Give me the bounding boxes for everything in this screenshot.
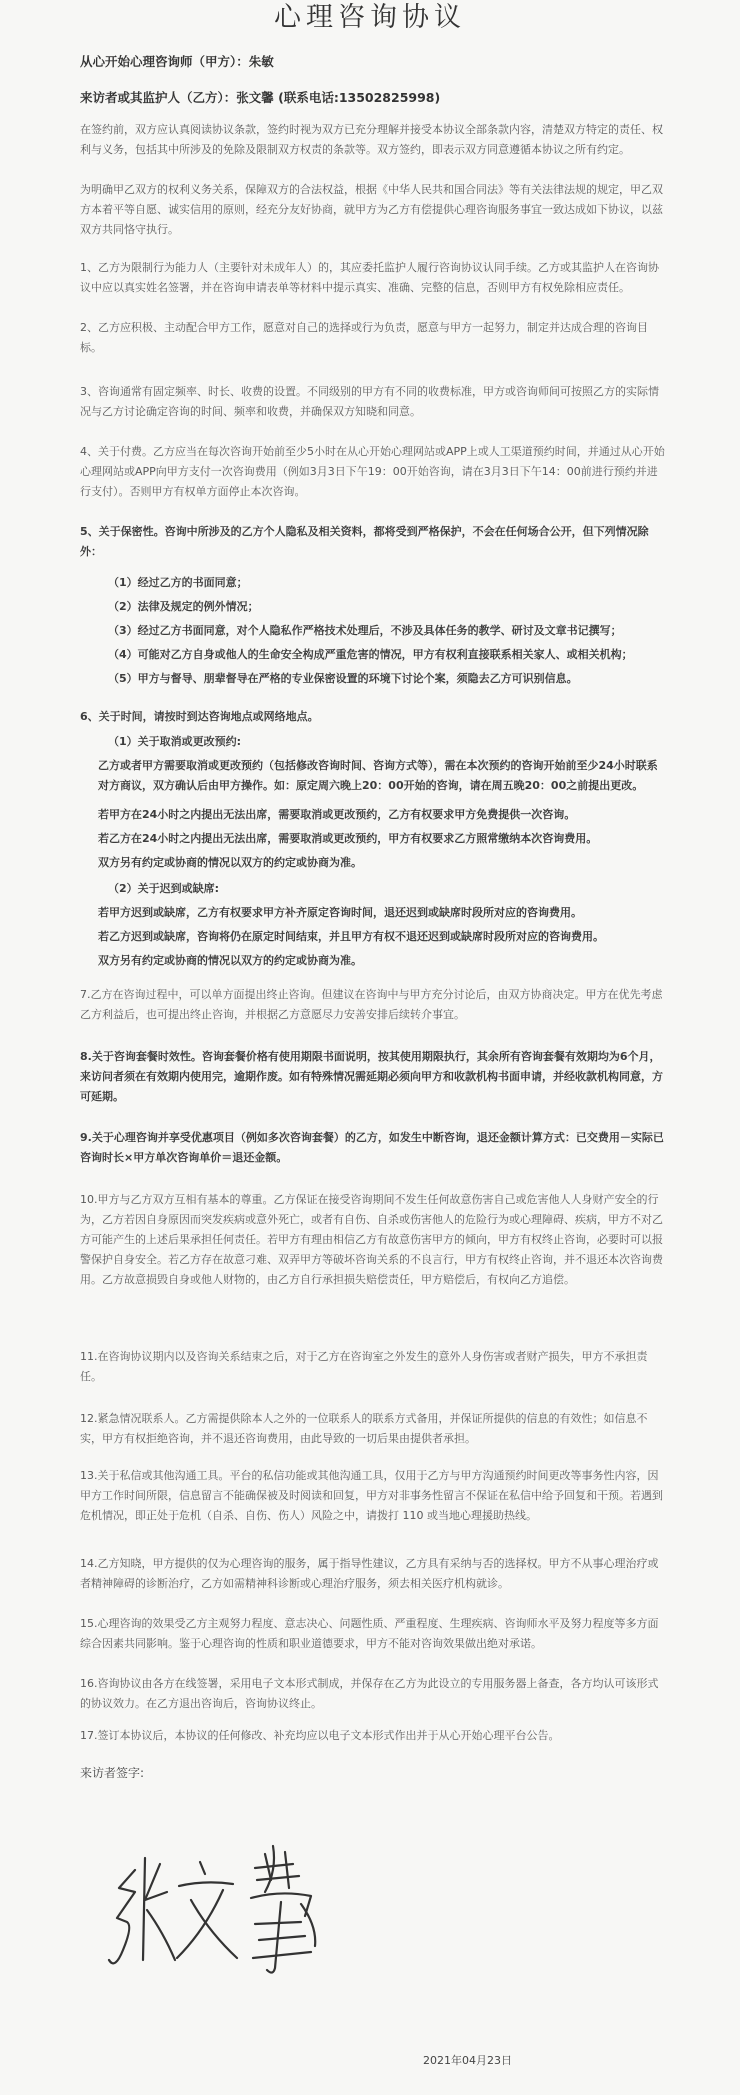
clause-5-item: （2）法律及规定的例外情况； (108, 600, 259, 613)
clause-16: 16.咨询协议由各方在线签署，采用电子文本形式制成，并保存在乙方为此设立的专用服务器上备查，各方均认可该形式的协议效力。在乙方退出咨询后，咨询协议终止。 (80, 1677, 659, 1710)
clause-5: 5、关于保密性。咨询中所涉及的乙方个人隐私及相关资料，都将受到严格保护，不会在任何场合公开，但下列情况除外： (80, 525, 649, 558)
handwritten-signature (105, 1840, 335, 1980)
clause-6-2-line: 若甲方迟到或缺席，乙方有权要求甲方补齐原定咨询时间，退还迟到或缺席时段所对应的咨询费用。 (98, 906, 582, 919)
clause-12: 12.紧急情况联系人。乙方需提供除本人之外的一位联系人的联系方式备用，并保证所提供的信息的有效性；如信息不实，甲方有权拒绝咨询，并不退还咨询费用，由此导致的一切后果由提供者承担。 (80, 1412, 648, 1445)
page-title: 心理咨询协议 (274, 2, 466, 33)
signing-date: 2021年04月23日 (423, 2054, 512, 2067)
clause-6-1-title: （1）关于取消或更改预约: (108, 735, 242, 748)
clause-6-1-line: 若乙方在24小时之内提出无法出席，需要取消或更改预约，甲方有权要求乙方照常缴纳本次咨询费用。 (98, 832, 598, 845)
clause-10: 10.甲方与乙方双方互相有基本的尊重。乙方保证在接受咨询期间不发生任何故意伤害自己或危害他人人身财产安全的行为，乙方若因自身原因而突发疾病或意外死亡，或者有自伤、自杀或伤害他人的危险行为或心理障碍、疾病，甲方不对乙方可能产生的上述后果承担任何责任。若甲方有理由相信乙方有故意伤害甲方的倾向，甲方有权终止咨询，必要时可以报警保护自身安全。若乙方存在故意刁难、双弄甲方等破坏咨询关系的不良言行，甲方有权终止咨询，并不退还本次咨询费用。乙方故意损毁自身或他人财物的，由乙方自行承担损失赔偿责任，甲方赔偿后，有权向乙方追偿。 (80, 1193, 663, 1286)
clause-17: 17.签订本协议后，本协议的任何修改、补充均应以电子文本形式作出并于从心开始心理平台公告。 (80, 1729, 560, 1742)
clause-9: 9.关于心理咨询并享受优惠项目（例如多次咨询套餐）的乙方，如发生中断咨询，退还金额计算方式：已交费用－实际已咨询时长×甲方单次咨询单价＝退还金额。 (80, 1131, 664, 1164)
clause-11: 11.在咨询协议期内以及咨询关系结束之后，对于乙方在咨询室之外发生的意外人身伤害或者财产损失，甲方不承担责任。 (80, 1350, 648, 1383)
clause-13: 13.关于私信或其他沟通工具。平台的私信功能或其他沟通工具，仅用于乙方与甲方沟通预约时间更改等事务性内容，因甲方工作时间所限，信息留言不能确保被及时阅读和回复，甲方对非事务性留言不保证在私信中给予回复和干预。若遇到危机情况，即正处于危机（自杀、自伤、伤人）风险之中，请拨打 110 或当地心理援助热线。 (80, 1469, 663, 1522)
clause-15: 15.心理咨询的效果受乙方主观努力程度、意志决心、问题性质、严重程度、生理疾病、咨询师水平及努力程度等多方面综合因素共同影响。鉴于心理咨询的性质和职业道德要求，甲方不能对咨询效果做出绝对承诺。 (80, 1617, 659, 1650)
party-b: 来访者或其监护人（乙方）：张文馨 (联系电话:13502825998) (80, 90, 441, 105)
party-a: 从心开始心理咨询师（甲方）：朱敏 (80, 54, 274, 69)
signature-label: 来访者签字: (80, 1766, 145, 1780)
clause-7: 7.乙方在咨询过程中，可以单方面提出终止咨询。但建议在咨询中与甲方充分讨论后，由双方协商决定。甲方在优先考虑乙方利益后，也可提出终止咨询，并根据乙方意愿尽力安善安排后续转介事宜。 (80, 988, 663, 1021)
clause-6: 6、关于时间，请按时到达咨询地点或网络地点。 (80, 710, 319, 723)
clause-5-item: （1）经过乙方的书面同意； (108, 576, 248, 589)
clause-3: 3、咨询通常有固定频率、时长、收费的设置。不同级别的甲方有不同的收费标准，甲方或咨询师间可按照乙方的实际情况与乙方讨论确定咨询的时间、频率和收费，并确保双方知晓和同意。 (80, 385, 659, 418)
intro-paragraph-1: 在签约前，双方应认真阅读协议条款，签约时视为双方已充分理解并接受本协议全部条款内容，清楚双方特定的责任、权利与义务，包括其中所涉及的免除及限制双方权责的条款等。双方签约，即表示双方同意遵循本协议之所有约定。 (80, 123, 663, 156)
clause-5-item: （3）经过乙方书面同意，对个人隐私作严格技术处理后，不涉及具体任务的教学、研讨及文章书记撰写； (108, 624, 622, 637)
clause-2: 2、乙方应积极、主动配合甲方工作，愿意对自己的选择或行为负责，愿意与甲方一起努力，制定并达成合理的咨询目标。 (80, 321, 648, 354)
intro-paragraph-2: 为明确甲乙双方的权利义务关系，保障双方的合法权益，根据《中华人民共和国合同法》等有关法律法规的规定，甲乙双方本着平等自愿、诚实信用的原则，经充分友好协商，就甲方为乙方有偿提供心理咨询服务事宜一致达成如下协议，以兹双方共同恪守执行。 (80, 183, 663, 236)
clause-6-2-title: （2）关于迟到或缺席: (108, 882, 220, 895)
clause-6-1-line: 双方另有约定或协商的情况以双方的约定或协商为准。 (98, 856, 362, 869)
clause-4: 4、关于付费。乙方应当在每次咨询开始前至少5小时在从心开始心理网站或APP上或人工渠道预约时间，并通过从心开始心理网站或APP向甲方支付一次咨询费用（例如3月3日下午19：00开始咨询，请在3月3日下午14：00前进行预约并进行支付）。否则甲方有权单方面停止本次咨询。 (80, 445, 665, 498)
clause-14: 14.乙方知晓，甲方提供的仅为心理咨询的服务，属于指导性建议，乙方具有采纳与否的选择权。甲方不从事心理治疗或者精神障碍的诊断治疗，乙方如需精神科诊断或心理治疗服务，须去相关医疗机构就诊。 (80, 1557, 659, 1590)
clause-5-item: （4）可能对乙方自身或他人的生命安全构成严重危害的情况，甲方有权利直接联系相关家人、或相关机构； (108, 648, 633, 661)
clause-8: 8.关于咨询套餐时效性。咨询套餐价格有使用期限书面说明，按其使用期限执行，其余所有咨询套餐有效期均为6个月，来访问者须在有效期内使用完，逾期作废。如有特殊情况需延期必须向甲方和收款机构书面申请，并经收款机构同意，方可延期。 (80, 1050, 663, 1103)
clause-6-2-line: 双方另有约定或协商的情况以双方的约定或协商为准。 (98, 954, 362, 967)
clause-6-1-line: 若甲方在24小时之内提出无法出席，需要取消或更改预约，乙方有权要求甲方免费提供一次咨询。 (98, 808, 576, 821)
clause-1: 1、乙方为限制行为能力人（主要针对未成年人）的，其应委托监护人履行咨询协议认同手续。乙方或其监护人在咨询协议中应以真实姓名签署，并在咨询申请表单等材料中提示真实、准确、完整的信息，否则甲方有权免除相应责任。 (80, 261, 659, 294)
clause-6-2-line: 若乙方迟到或缺席，咨询将仍在原定时间结束，并且甲方有权不退还迟到或缺席时段所对应的咨询费用。 (98, 930, 604, 943)
clause-6-1-line: 乙方或者甲方需要取消或更改预约（包括修改咨询时间、咨询方式等），需在本次预约的咨询开始前至少24小时联系对方商议，双方确认后由甲方操作。如：原定周六晚上20：00开始的咨询，请在周五晚20：00之前提出更改。 (98, 759, 658, 792)
clause-5-item: （5）甲方与督导、朋辈督导在严格的专业保密设置的环境下讨论个案，须隐去乙方可识别信息。 (108, 672, 578, 685)
